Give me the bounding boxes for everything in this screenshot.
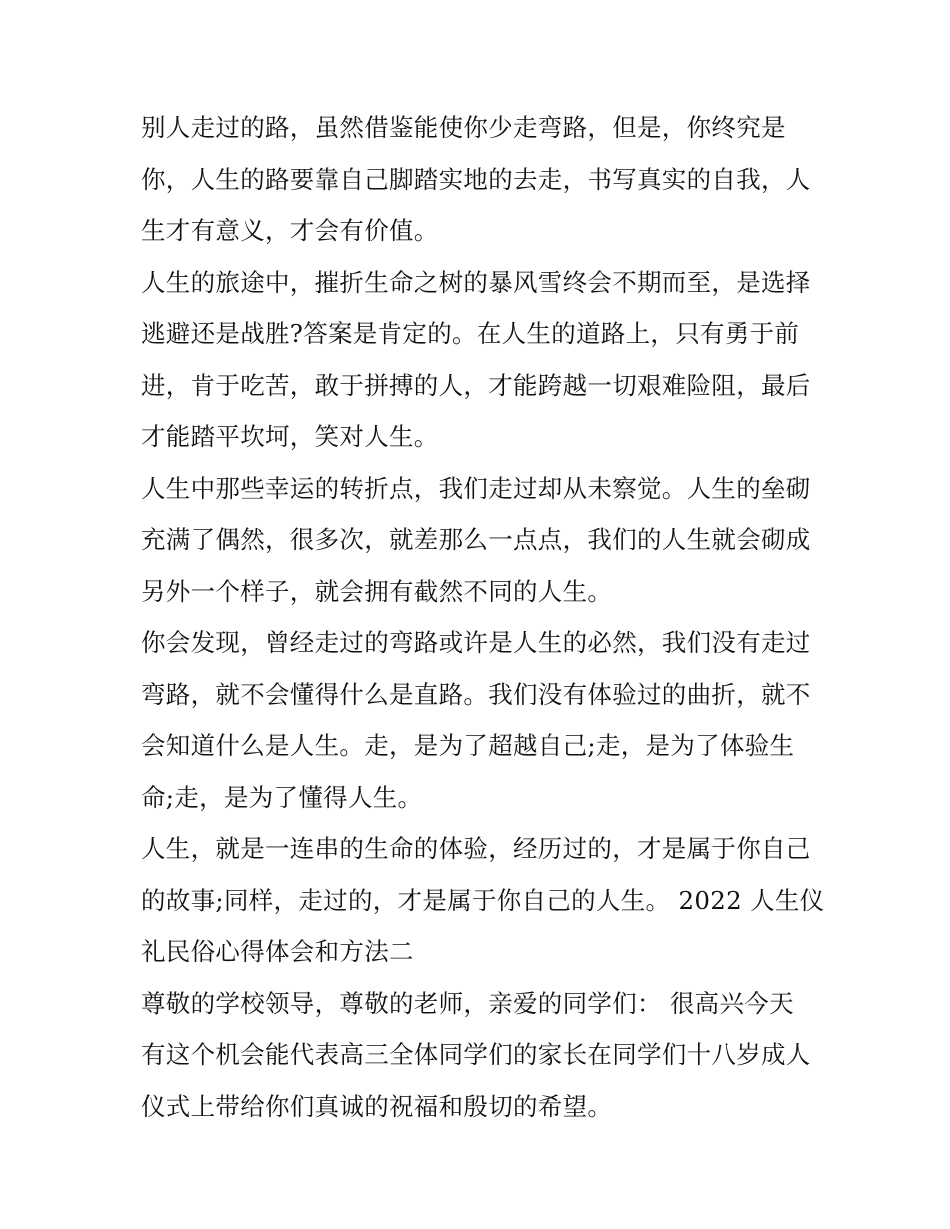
text-line: 弯路，就不会懂得什么是直路。我们没有体验过的曲折，就不 <box>141 679 811 709</box>
text-line: 逃避还是战胜?答案是肯定的。在人生的道路上，只有勇于前 <box>141 319 800 348</box>
text-line: 命;走，是为了懂得人生。 <box>141 782 423 812</box>
text-line: 仪式上带给你们真诚的祝福和殷切的希望。 <box>141 1091 613 1121</box>
text-line: 的故事;同样，走过的，才是属于你自己的人生。 2022 人生仪 <box>141 885 825 915</box>
text-line: 别人走过的路，虽然借鉴能使你少走弯路，但是，你终究是 <box>141 113 786 142</box>
text-line: 人生中那些幸运的转折点，我们走过却从未察觉。人生的垒砌 <box>141 473 811 503</box>
text-line: 人生，就是一连串的生命的体验，经历过的，才是属于你自己 <box>141 834 811 863</box>
section-heading: 礼民俗心得体会和方法二 <box>141 937 414 966</box>
text-line: 才能踏平坎坷，笑对人生。 <box>141 422 439 451</box>
text-line: 你，人生的路要靠自己脚踏实地的去走，书写真实的自我，人 <box>141 164 811 194</box>
text-line: 充满了偶然，很多次，就差那么一点点，我们的人生就会砌成 <box>141 525 811 554</box>
text-line: 尊敬的学校领导，尊敬的老师，亲爱的同学们： 很高兴今天 <box>141 988 794 1018</box>
text-line: 进，肯于吃苦，敢于拼搏的人，才能跨越一切艰难险阻，最后 <box>141 370 811 400</box>
text-line: 你会发现，曾经走过的弯路或许是人生的必然，我们没有走过 <box>141 628 811 657</box>
text-line: 另外一个样子，就会拥有截然不同的人生。 <box>141 576 613 606</box>
text-line: 生才有意义，才会有价值。 <box>141 216 439 245</box>
text-line: 人生的旅途中，摧折生命之树的暴风雪终会不期而至，是选择 <box>141 267 811 297</box>
text-line: 会知道什么是人生。走，是为了超越自己;走，是为了体验生 <box>141 731 795 760</box>
document-body <box>141 102 825 1132</box>
text-line: 有这个机会能代表高三全体同学们的家长在同学们十八岁成人 <box>141 1040 811 1069</box>
